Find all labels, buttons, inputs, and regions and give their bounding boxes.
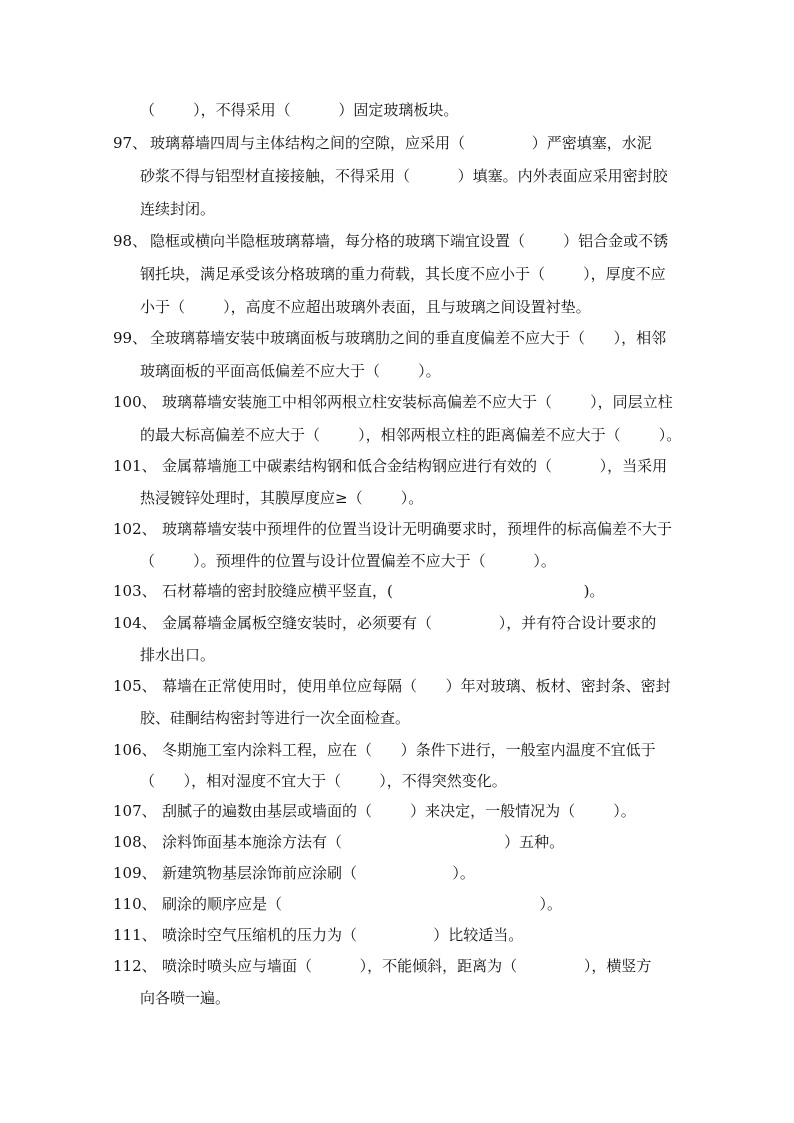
question-number: 97、: [113, 134, 148, 152]
question-q112-line-1: [0, 955, 794, 977]
question-number: 110、: [113, 895, 157, 913]
question-q104-line-1: [0, 612, 794, 634]
question-text: 小于（ ），高度不应超出玻璃外表面，且与玻璃之间设置衬垫。: [140, 298, 591, 316]
question-text: 玻璃幕墙四周与主体结构之间的空隙，应采用（ ）严密填塞，水泥: [150, 134, 652, 152]
question-q101-line-1: [0, 455, 794, 477]
question-text: 玻璃幕墙安装中预埋件的位置当设计无明确要求时，预埋件的标高偏差不大于: [162, 520, 673, 538]
question-q96-line-1: [0, 99, 794, 121]
question-text: 胶、硅酮结构密封等进行一次全面检查。: [140, 709, 411, 727]
question-text: 玻璃幕墙安装施工中相邻两根立柱安装标高偏差不应大于（ ），同层立柱: [162, 393, 673, 411]
question-number: 111、: [113, 926, 157, 944]
question-text: 冬期施工室内涂料工程，应在（ ）条件下进行，一般室内温度不宜低于: [162, 741, 656, 759]
question-q106-line-2: [0, 770, 794, 792]
question-q104-line-2: [0, 644, 794, 666]
question-q98-line-2: [0, 263, 794, 285]
question-q97-line-2: [0, 165, 794, 187]
question-number: 106、: [113, 741, 157, 759]
question-text: 向各喷一遍。: [140, 989, 231, 1007]
question-q100-line-2: [0, 424, 794, 446]
question-text: 金属幕墙金属板空缝安装时，必须要有（ ），并有符合设计要求的: [162, 614, 657, 632]
question-q102-line-2: [0, 550, 794, 572]
question-q100-line-1: [0, 391, 794, 413]
question-text: 喷涂时空气压缩机的压力为（ ）比较适当。: [162, 926, 524, 944]
question-q98-line-3: [0, 296, 794, 318]
question-q106-line-1: [0, 739, 794, 761]
question-q110-line-1: [0, 893, 794, 915]
question-text: 金属幕墙施工中碳素结构钢和低合金结构钢应进行有效的（ ），当采用: [162, 457, 668, 475]
question-text: 幕墙在正常使用时，使用单位应每隔（ ）年对玻璃、板材、密封条、密封: [162, 677, 671, 695]
question-text: 连续封闭。: [140, 200, 216, 218]
question-text: 石材幕墙的密封胶缝应横平竖直，( )。: [162, 582, 605, 600]
question-text: 新建筑物基层涂饰前应涂刷（ ）。: [162, 864, 475, 882]
question-q97-line-3: [0, 198, 794, 220]
question-text: 热浸镀锌处理时，其膜厚度应≥（ ）。: [140, 489, 424, 507]
question-q105-line-2: [0, 707, 794, 729]
question-number: 98、: [113, 232, 148, 250]
question-text: 喷涂时喷头应与墙面（ ），不能倾斜，距离为（ ），横竖方: [162, 957, 652, 975]
question-text: 钢托块，满足承受该分格玻璃的重力荷载，其长度不应小于（ ），厚度不应: [140, 265, 666, 283]
question-text: 涂料饰面基本施涂方法有（ ）五种。: [162, 833, 565, 851]
question-number: 99、: [113, 329, 148, 347]
question-number: 101、: [113, 457, 157, 475]
question-number: 109、: [113, 864, 157, 882]
question-q107-line-1: [0, 800, 794, 822]
question-text: 刷涂的顺序应是（ ）。: [162, 895, 562, 913]
question-text: （ ），不得采用（ ）固定玻璃板块。: [140, 101, 459, 119]
question-number: 107、: [113, 802, 157, 820]
question-q108-line-1: [0, 831, 794, 853]
question-q112-line-2: [0, 987, 794, 1009]
question-text: 的最大标高偏差不应大于（ ），相邻两根立柱的距离偏差不应大于（ ）。: [140, 426, 682, 444]
question-number: 104、: [113, 614, 157, 632]
question-number: 102、: [113, 520, 157, 538]
question-text: 刮腻子的遍数由基层或墙面的（ ）来决定，一般情况为（ ）。: [162, 802, 636, 820]
question-q99-line-2: [0, 360, 794, 382]
question-text: 排水出口。: [140, 646, 216, 664]
question-q109-line-1: [0, 862, 794, 884]
question-q111-line-1: [0, 924, 794, 946]
question-number: 112、: [113, 957, 157, 975]
question-text: 隐框或横向半隐框玻璃幕墙，每分格的玻璃下端宜设置（ ）铝合金或不锈: [150, 232, 669, 250]
question-q105-line-1: [0, 675, 794, 697]
question-number: 108、: [113, 833, 157, 851]
question-q98-line-1: [0, 230, 794, 252]
question-q101-line-2: [0, 487, 794, 509]
question-text: 全玻璃幕墙安装中玻璃面板与玻璃肋之间的垂直度偏差不应大于（ ），相邻: [150, 329, 667, 347]
question-text: 砂浆不得与铝型材直接接触，不得采用（ ）填塞。内外表面应采用密封胶: [140, 167, 668, 185]
question-q97-line-1: [0, 132, 794, 154]
question-text: 玻璃面板的平面高低偏差不应大于（ ）。: [140, 362, 441, 380]
question-q103-line-1: [0, 580, 794, 602]
question-number: 100、: [113, 393, 157, 411]
question-q102-line-1: [0, 518, 794, 540]
question-q99-line-1: [0, 327, 794, 349]
question-number: 105、: [113, 677, 157, 695]
question-number: 103、: [113, 582, 157, 600]
question-text: （ ）。预埋件的位置与设计位置偏差不应大于（ ）。: [140, 552, 556, 570]
question-text: （ ），相对湿度不宜大于（ ），不得突然变化。: [140, 772, 507, 790]
